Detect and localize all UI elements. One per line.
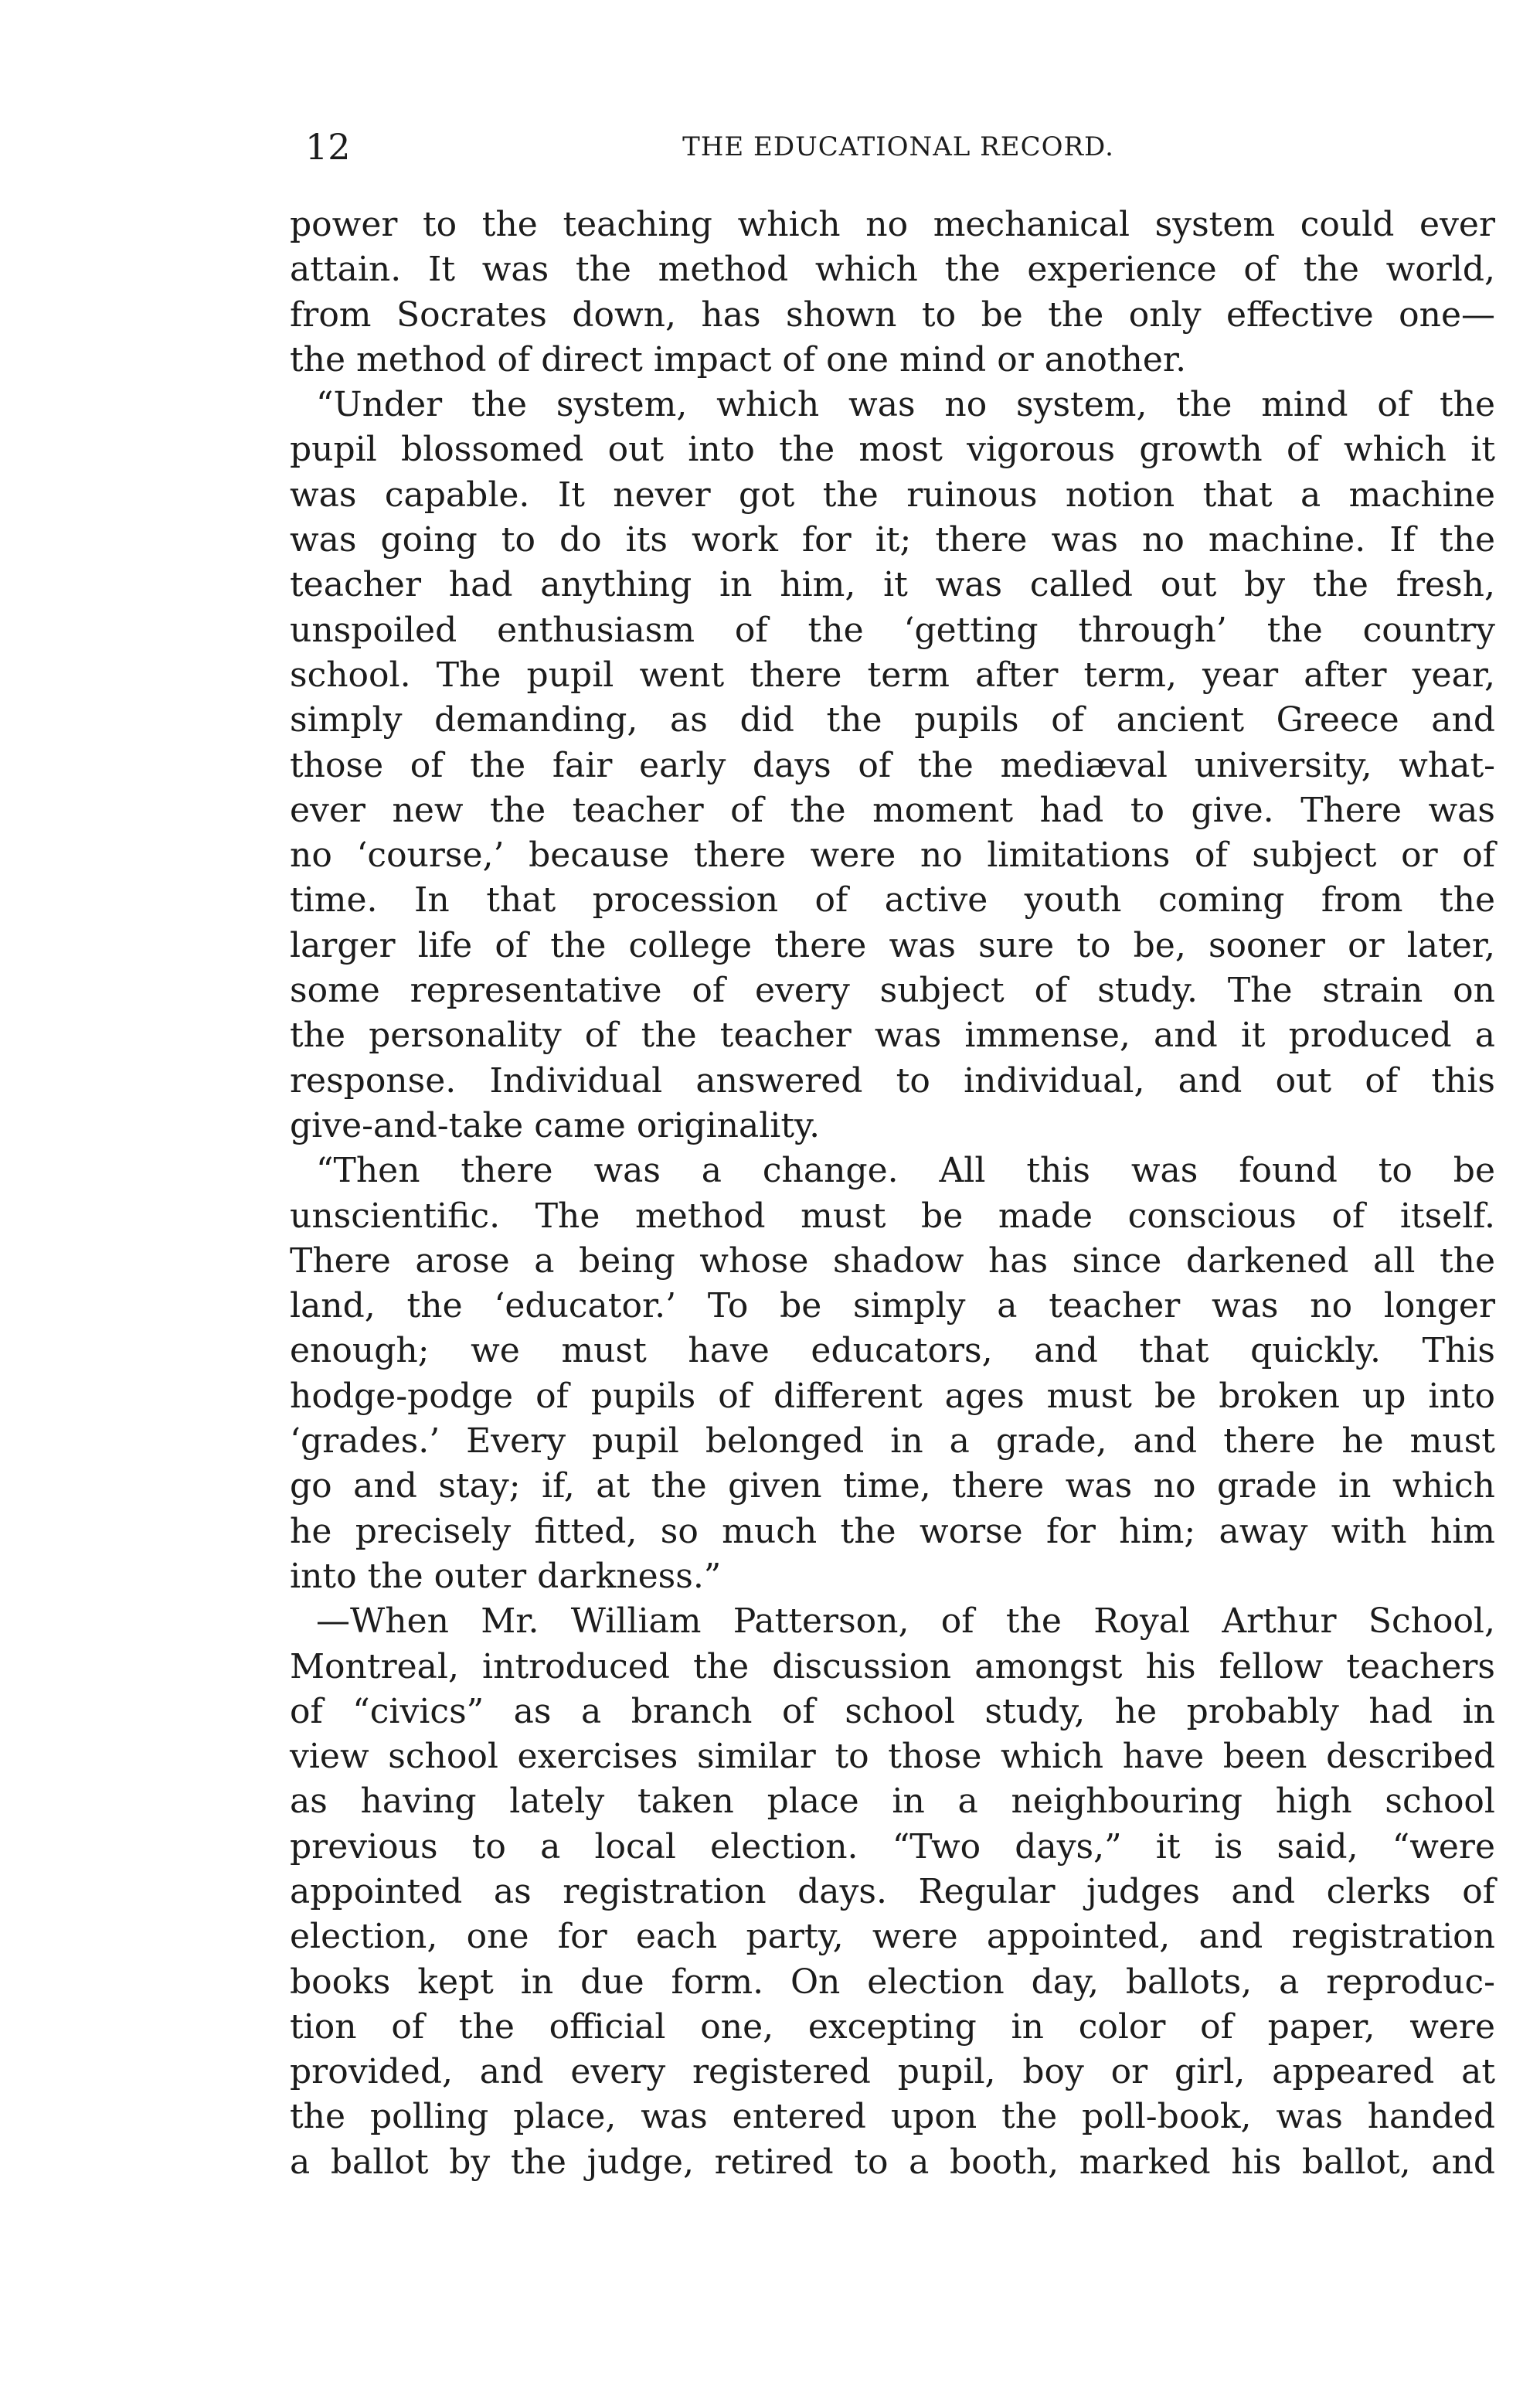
text-line: a ballot by the judge, retired to a booth, marked his ballot, and: [290, 2142, 1495, 2182]
text-line: he precisely fitted, so much the worse for him; away with him: [290, 1511, 1495, 1551]
text-line: of “civics” as a branch of school study, he probably had in: [290, 1691, 1495, 1731]
body-text: [290, 202, 1495, 2185]
text-line: give-and-take came originality.: [290, 1105, 821, 1145]
running-title: THE EDUCATIONAL RECORD.: [682, 131, 1114, 162]
text-line: power to the teaching which no mechanical system could ever: [290, 205, 1495, 244]
text-line: ‘grades.’ Every pupil belonged in a grade, and there he must: [290, 1421, 1495, 1462]
text-line: time. In that procession of active youth coming from the: [290, 880, 1495, 921]
text-line: “Then there was a change. All this was found to be: [316, 1151, 1495, 1191]
text-line: attain. It was the method which the experience of the world,: [290, 250, 1495, 290]
text-line: school. The pupil went there term after term, year after year,: [290, 655, 1495, 695]
text-line: view school exercises similar to those which have been described: [290, 1737, 1495, 1777]
page-header: [305, 124, 1491, 170]
text-line: some representative of every subject of study. The strain on: [290, 971, 1495, 1011]
text-line: the method of direct impact of one mind or another.: [290, 339, 1187, 379]
text-line: unscientific. The method must be made conscious of itself.: [290, 1196, 1495, 1236]
page-number: 12: [305, 126, 351, 168]
text-line: simply demanding, as did the pupils of ancient Greece and: [290, 700, 1495, 740]
text-line: into the outer darkness.”: [290, 1556, 722, 1596]
text-line: no ‘course,’ because there were no limitations of subject or of: [290, 835, 1495, 876]
text-line: as having lately taken place in a neighbouring high school: [290, 1782, 1495, 1822]
text-line: “Under the system, which was no system, the mind of the: [316, 385, 1495, 425]
text-line: was going to do its work for it; there was no machine. If the: [290, 520, 1495, 560]
text-line: hodge-podge of pupils of different ages must be broken up into: [290, 1376, 1495, 1416]
text-line: Montreal, introduced the discussion amongst his fellow teachers: [290, 1646, 1495, 1686]
text-line: the personality of the teacher was immense, and it produced a: [290, 1016, 1495, 1056]
text-line: books kept in due form. On election day, ballots, a reproduc-: [290, 1962, 1495, 2002]
text-line: response. Individual answered to individual, and out of this: [290, 1060, 1495, 1101]
text-line: enough; we must have educators, and that quickly. This: [290, 1331, 1495, 1371]
text-line: tion of the official one, excepting in color of paper, were: [290, 2006, 1495, 2047]
text-line: previous to a local election. “Two days,” it is said, “were: [290, 1826, 1495, 1867]
text-line: ever new the teacher of the moment had to give. There was: [290, 790, 1495, 830]
text-line: go and stay; if, at the given time, there was no grade in which: [290, 1466, 1495, 1506]
text-line: from Socrates down, has shown to be the only effective one—: [290, 294, 1495, 335]
text-line: —When Mr. William Patterson, of the Royal Arthur School,: [316, 1601, 1495, 1642]
text-line: was capable. It never got the ruinous notion that a machine: [290, 475, 1495, 515]
text-line: pupil blossomed out into the most vigorous growth of which it: [290, 430, 1495, 470]
text-line: the polling place, was entered upon the poll-book, was handed: [290, 2097, 1495, 2137]
text-line: unspoiled enthusiasm of the ‘getting through’ the country: [290, 610, 1495, 650]
text-line: election, one for each party, were appointed, and registration: [290, 1917, 1495, 1957]
text-line: teacher had anything in him, it was called out by the fresh,: [290, 565, 1495, 605]
text-line: There arose a being whose shadow has since darkened all the: [290, 1240, 1495, 1281]
text-line: appointed as registration days. Regular judges and clerks of: [290, 1871, 1495, 1911]
text-line: provided, and every registered pupil, boy or girl, appeared at: [290, 2052, 1495, 2092]
text-line: larger life of the college there was sure to be, sooner or later,: [290, 925, 1495, 965]
text-line: land, the ‘educator.’ To be simply a teacher was no longer: [290, 1286, 1495, 1326]
text-line: those of the fair early days of the mediæval university, what-: [290, 745, 1495, 785]
